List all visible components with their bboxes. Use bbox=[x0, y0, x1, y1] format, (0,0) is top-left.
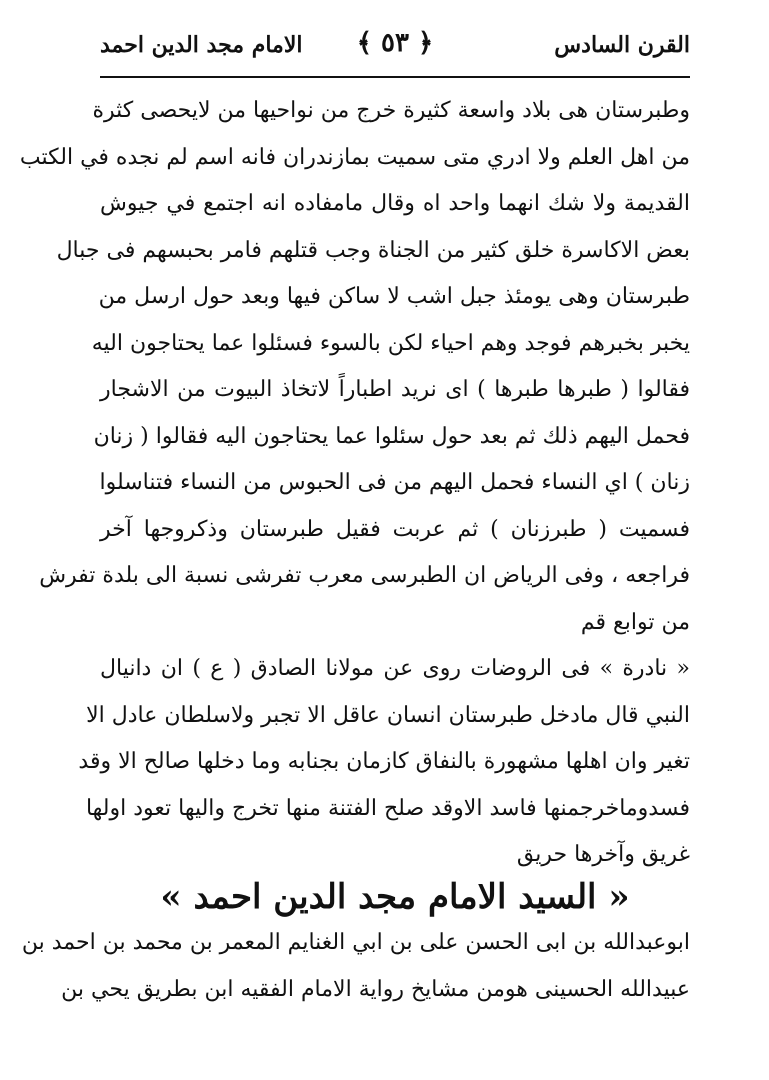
text-line: من توابع قم bbox=[580, 609, 690, 635]
page-header bbox=[100, 28, 690, 68]
header-chapter: القرن السادس bbox=[554, 32, 690, 58]
header-rule bbox=[100, 76, 690, 78]
header-section: الامام مجد الدين احمد bbox=[100, 32, 303, 58]
text-line: وطبرستان هى بلاد واسعة كثيرة خرج من نواحيها من لايحصى كثرة bbox=[92, 98, 690, 123]
text-line: بعض الاكاسرة خلق كثير من الجناة وجب قتلهم فامر بحبسهم فى جبال bbox=[56, 237, 690, 263]
text-line: القديمة ولا شك انهما واحد اه وقال مامفاده انه اجتمع في جيوش bbox=[100, 191, 690, 216]
text-line: النبي قال مادخل طبرستان انسان عاقل الا تجبر ولاسلطان عادل الا bbox=[86, 702, 690, 728]
text-line: طبرستان وهى يومئذ جبل اشب لا ساكن فيها وبعد حول ارسل من bbox=[98, 284, 690, 309]
text-line: تغير وان اهلها مشهورة بالنفاق كازمان بجنابه وما دخلها صالح الا وقد bbox=[78, 749, 690, 774]
text-line: من اهل العلم ولا ادري متى سميت بمازندران فانه اسم لم نجده في الكتب bbox=[19, 144, 690, 170]
main-text bbox=[19, 88, 690, 879]
section-title: « السيد الامام مجد الدين احمد » bbox=[160, 877, 630, 917]
text-line: فحمل اليهم ذلك ثم بعد حول سئلوا عما يحتاجون اليه فقالوا ( زنان bbox=[93, 423, 690, 449]
text-line: زنان ) اي النساء فحمل اليهم من فى الحبوس من النساء فتناسلوا bbox=[99, 470, 690, 495]
text-line: « نادرة » فى الروضات روى عن مولانا الصادق ( ع ) ان دانيال bbox=[100, 656, 690, 681]
text-line: فسميت ( طبرزنان ) ثم عربت فقيل طبرستان وذكروجها آخر bbox=[100, 516, 690, 542]
page-number: ﴿ ٥٣ ﴾ bbox=[356, 28, 434, 58]
section-text bbox=[21, 920, 690, 1013]
text-line: فقالوا ( طبرها طبرها ) اى نريد اطباراً لاتخاذ البيوت من الاشجار bbox=[100, 377, 690, 402]
text-line: فراجعه ، وفى الرياض ان الطبرسى معرب تفرشى نسبة الى بلدة تفرش bbox=[39, 563, 690, 588]
text-line: غريق وآخرها حريق bbox=[516, 842, 690, 867]
text-line: ابوعبدالله بن ابى الحسن على بن ابي الغنايم المعمر بن محمد بن احمد بن bbox=[21, 930, 690, 955]
text-line: يخبر بخبرهم فوجد وهم احياء لكن بالسوء فسئلوا عما يحتاجون اليه bbox=[91, 330, 690, 356]
text-line: عبيدالله الحسينى هومن مشايخ رواية الامام الفقيه ابن بطريق يحي بن bbox=[61, 976, 690, 1002]
text-line: فسدوماخرجمنها فاسد الاوقد صلح الفتنة منها تخرج واليها تعود اولها bbox=[85, 795, 690, 821]
